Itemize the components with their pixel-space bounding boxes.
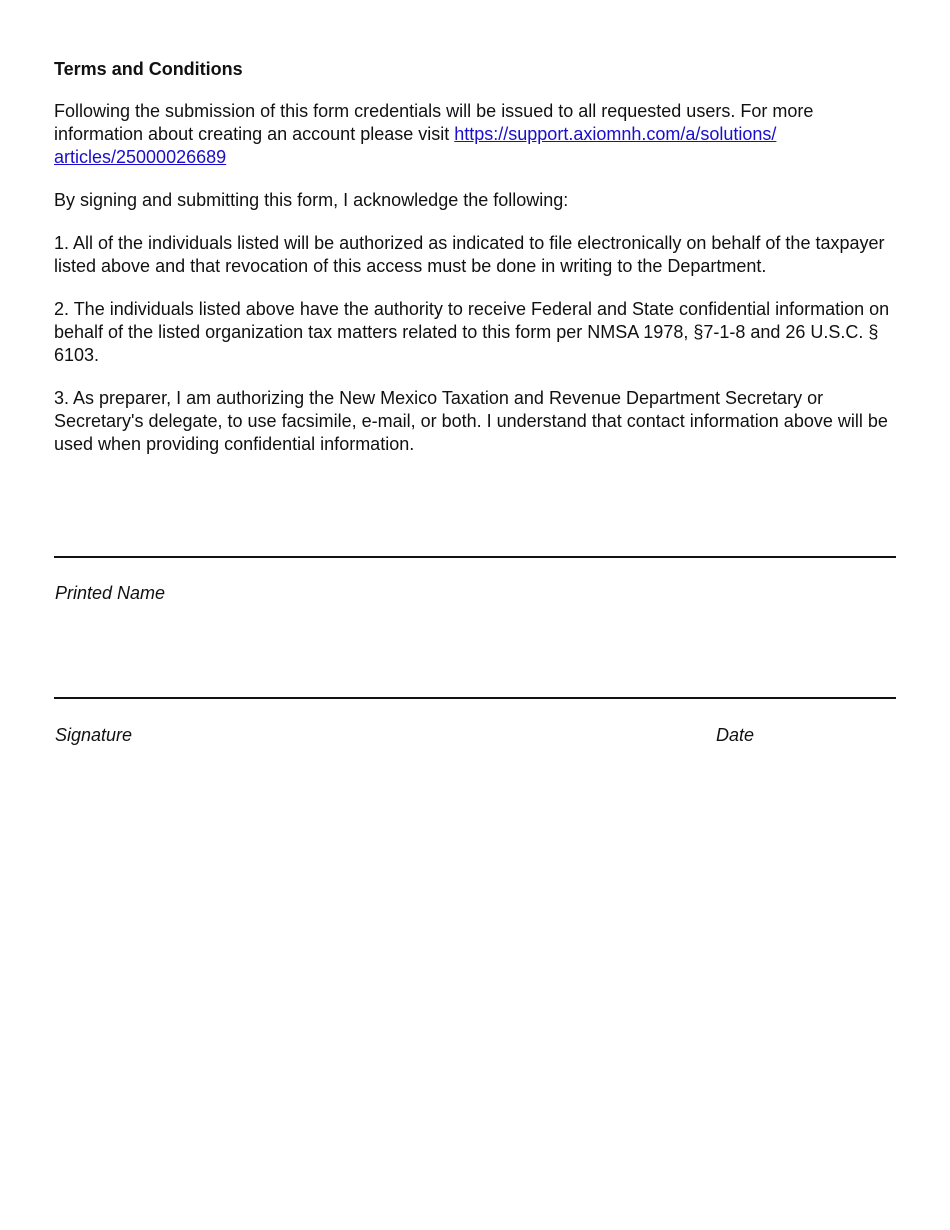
signature-line — [54, 697, 896, 699]
support-link-line1: https://support.axiomnh.com/a/solutions/ — [454, 124, 777, 144]
date-label: Date — [716, 725, 755, 745]
intro-paragraph — [54, 100, 896, 169]
terms-item-3: 3. As preparer, I am authorizing the New Mexico Taxation and Revenue Department Secretary or Secretary's delegate, to use facsimile, e-mail, or both. I understand that contact information above will be used when providing confidential information. — [54, 388, 888, 454]
intro-text: Following the submission of this form credentials will be issued to all requested users. For more information about creating an account please visit — [54, 101, 814, 144]
terms-section — [54, 58, 896, 476]
acknowledge-paragraph: By signing and submitting this form, I acknowledge the following: — [54, 190, 569, 210]
terms-item-1: 1. All of the individuals listed will be authorized as indicated to file electronically on behalf of the taxpayer listed above and that revocation of this access must be done in writing to the Department. — [54, 233, 885, 276]
support-link-line2: articles/25000026689 — [54, 147, 227, 167]
signature-label: Signature — [55, 725, 133, 745]
printed-name-line — [54, 556, 896, 558]
terms-item-2: 2. The individuals listed above have the authority to receive Federal and State confidential information on behalf of the listed organization tax matters related to this form per NMSA 1978, §7-1-8 and 26 U.S.C. § 6103. — [54, 299, 890, 365]
terms-heading: Terms and Conditions — [54, 59, 243, 79]
printed-name-label: Printed Name — [55, 583, 166, 603]
